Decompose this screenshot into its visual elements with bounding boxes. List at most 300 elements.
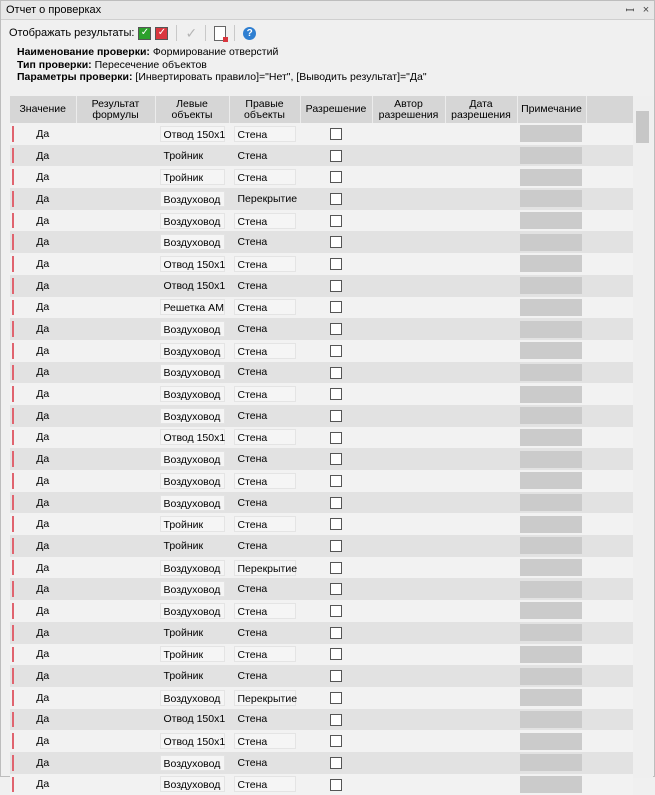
left-object-cell[interactable] — [155, 470, 229, 492]
table-row[interactable] — [10, 166, 633, 188]
right-object-text[interactable]: Стена — [237, 626, 268, 639]
right-object-cell[interactable] — [229, 665, 300, 687]
left-object-text[interactable]: Воздуховод — [160, 776, 225, 792]
note-cell[interactable] — [517, 752, 586, 774]
header-resolution-author[interactable]: Автор разрешения — [372, 96, 445, 123]
left-object-cell[interactable] — [155, 405, 229, 427]
left-object-cell[interactable] — [155, 448, 229, 470]
left-object-cell[interactable] — [155, 492, 229, 514]
right-object-cell[interactable] — [229, 535, 300, 557]
note-field[interactable] — [520, 581, 582, 598]
right-object-text[interactable]: Стена — [234, 516, 296, 532]
resolution-author-cell — [372, 362, 445, 384]
note-field[interactable] — [520, 212, 582, 229]
note-field[interactable] — [520, 169, 582, 186]
note-field[interactable] — [520, 342, 582, 359]
right-object-cell[interactable] — [229, 752, 300, 774]
left-object-text[interactable]: Воздуховод — [160, 213, 225, 229]
note-cell[interactable] — [517, 730, 586, 752]
left-object-text[interactable]: Тройник — [160, 169, 225, 185]
right-object-text[interactable]: Стена — [237, 366, 268, 379]
left-object-text[interactable]: Воздуховод — [160, 690, 225, 706]
formula-result-cell — [76, 709, 155, 731]
table-row[interactable] — [10, 578, 633, 600]
table-row[interactable] — [10, 600, 633, 622]
table-row[interactable] — [10, 535, 633, 557]
right-object-text[interactable]: Стена — [234, 169, 296, 185]
left-object-cell[interactable] — [155, 709, 229, 731]
right-object-text[interactable]: Стена — [234, 473, 296, 489]
right-object-text[interactable]: Стена — [234, 603, 296, 619]
note-cell[interactable] — [517, 600, 586, 622]
note-cell[interactable] — [517, 557, 586, 579]
table-row[interactable] — [10, 188, 633, 210]
formula-result-cell — [76, 123, 155, 145]
note-cell[interactable] — [517, 687, 586, 709]
resolution-date-cell — [445, 362, 517, 384]
right-object-cell[interactable] — [229, 709, 300, 731]
left-object-text[interactable]: Тройник — [160, 516, 225, 532]
right-object-cell[interactable] — [229, 405, 300, 427]
header-resolution[interactable]: Разрешение — [300, 96, 372, 123]
resolution-checkbox[interactable] — [330, 453, 342, 465]
note-field[interactable] — [520, 776, 582, 793]
formula-result-cell — [76, 166, 155, 188]
resolution-author-cell — [372, 383, 445, 405]
left-object-cell[interactable] — [155, 557, 229, 579]
note-cell[interactable] — [517, 253, 586, 275]
right-object-text[interactable]: Стена — [237, 583, 268, 596]
right-object-text[interactable]: Стена — [237, 496, 268, 509]
left-object-text[interactable]: Отвод 150х1 — [160, 429, 225, 445]
resolution-author-cell — [372, 470, 445, 492]
resolution-checkbox[interactable] — [330, 518, 342, 530]
left-object-cell[interactable] — [155, 427, 229, 449]
table-row[interactable] — [10, 427, 633, 449]
note-field[interactable] — [520, 147, 582, 164]
right-object-cell[interactable] — [229, 297, 300, 319]
note-cell[interactable] — [517, 535, 586, 557]
note-cell[interactable] — [517, 297, 586, 319]
table-row[interactable] — [10, 383, 633, 405]
resolution-cell — [300, 752, 372, 774]
resolution-checkbox[interactable] — [330, 540, 342, 552]
note-field[interactable] — [520, 754, 582, 771]
right-object-cell[interactable] — [229, 231, 300, 253]
right-object-cell[interactable] — [229, 622, 300, 644]
left-object-text[interactable]: Тройник — [163, 670, 204, 683]
right-object-cell[interactable] — [229, 253, 300, 275]
left-object-text[interactable]: Отвод 150х1 — [160, 256, 225, 272]
value-text: Да — [36, 626, 50, 639]
note-field[interactable] — [520, 711, 582, 728]
right-object-text[interactable]: Стена — [234, 343, 296, 359]
right-object-cell[interactable] — [229, 448, 300, 470]
table-row[interactable] — [10, 145, 633, 167]
scrollbar-thumb[interactable] — [636, 111, 649, 143]
header-note[interactable]: Примечание — [517, 96, 586, 123]
left-object-cell[interactable] — [155, 340, 229, 362]
note-cell[interactable] — [517, 513, 586, 535]
left-object-text[interactable]: Воздуховод — [160, 581, 225, 597]
resolution-checkbox[interactable] — [330, 258, 342, 270]
note-field[interactable] — [520, 125, 582, 142]
note-field[interactable] — [520, 190, 582, 207]
right-object-text[interactable]: Стена — [237, 409, 268, 422]
resolution-author-cell — [372, 231, 445, 253]
right-object-cell[interactable] — [229, 600, 300, 622]
left-object-cell[interactable] — [155, 231, 229, 253]
table-row[interactable] — [10, 774, 633, 795]
note-cell[interactable] — [517, 340, 586, 362]
resolution-checkbox[interactable] — [330, 670, 342, 682]
right-object-cell[interactable] — [229, 383, 300, 405]
table-row[interactable] — [10, 709, 633, 731]
left-object-cell[interactable] — [155, 145, 229, 167]
resolution-checkbox[interactable] — [330, 648, 342, 660]
left-object-text[interactable]: Тройник — [160, 646, 225, 662]
note-field[interactable] — [520, 472, 582, 489]
note-cell[interactable] — [517, 427, 586, 449]
left-object-text[interactable]: Воздуховод — [160, 386, 225, 402]
export-report-icon[interactable] — [214, 26, 226, 41]
note-field[interactable] — [520, 429, 582, 446]
note-field[interactable] — [520, 255, 582, 272]
right-object-text[interactable]: Стена — [234, 646, 296, 662]
left-object-cell[interactable] — [155, 188, 229, 210]
left-object-text[interactable]: Воздуховод — [160, 343, 225, 359]
resolution-date-cell — [445, 253, 517, 275]
table-row[interactable] — [10, 210, 633, 232]
resolution-checkbox[interactable] — [330, 475, 342, 487]
resolution-author-cell — [372, 297, 445, 319]
right-object-cell[interactable] — [229, 578, 300, 600]
right-object-text[interactable]: Стена — [234, 299, 296, 315]
right-object-text[interactable]: Стена — [234, 386, 296, 402]
left-object-text[interactable]: Отвод 150х1 — [160, 126, 225, 142]
note-field[interactable] — [520, 364, 582, 381]
right-object-cell[interactable] — [229, 318, 300, 340]
right-object-cell[interactable] — [229, 123, 300, 145]
left-object-text[interactable]: Воздуховод — [160, 560, 225, 576]
left-object-text[interactable]: Воздуховод — [160, 321, 225, 337]
resolution-checkbox[interactable] — [330, 562, 342, 574]
right-object-text[interactable]: Перекрытие — [234, 560, 296, 576]
note-cell[interactable] — [517, 622, 586, 644]
resolution-checkbox[interactable] — [330, 757, 342, 769]
resolution-checkbox[interactable] — [330, 171, 342, 183]
note-cell[interactable] — [517, 578, 586, 600]
resolution-cell — [300, 687, 372, 709]
note-field[interactable] — [520, 559, 582, 576]
resolution-cell — [300, 253, 372, 275]
note-field[interactable] — [520, 602, 582, 619]
formula-result-cell — [76, 535, 155, 557]
note-field[interactable] — [520, 668, 582, 685]
vertical-scrollbar[interactable] — [633, 96, 653, 778]
resolution-checkbox[interactable] — [330, 735, 342, 747]
note-cell[interactable] — [517, 166, 586, 188]
left-object-text[interactable]: Отвод 150х1 — [163, 279, 226, 292]
show-passed-checkbox[interactable]: ✓ — [138, 27, 151, 40]
note-field[interactable] — [520, 321, 582, 338]
resolution-checkbox[interactable] — [330, 301, 342, 313]
table-row[interactable] — [10, 275, 633, 297]
show-failed-checkbox[interactable]: ✓ — [155, 27, 168, 40]
help-icon[interactable]: ? — [243, 27, 256, 40]
left-object-text[interactable]: Воздуховод — [160, 234, 225, 250]
right-object-cell[interactable] — [229, 188, 300, 210]
right-object-cell[interactable] — [229, 644, 300, 666]
value-cell — [10, 362, 76, 384]
right-object-text[interactable]: Стена — [237, 539, 268, 552]
formula-result-cell — [76, 448, 155, 470]
right-object-text[interactable]: Стена — [234, 776, 296, 792]
note-field[interactable] — [520, 386, 582, 403]
resolution-checkbox[interactable] — [330, 280, 342, 292]
right-object-cell[interactable] — [229, 210, 300, 232]
resolution-checkbox[interactable] — [330, 410, 342, 422]
left-object-cell[interactable] — [155, 774, 229, 795]
right-object-cell[interactable] — [229, 340, 300, 362]
table-row[interactable] — [10, 340, 633, 362]
formula-result-cell — [76, 600, 155, 622]
resolve-tick-icon[interactable]: ✓ — [185, 24, 198, 41]
table-row[interactable] — [10, 644, 633, 666]
header-resolution-date[interactable]: Дата разрешения — [445, 96, 517, 123]
note-cell[interactable] — [517, 405, 586, 427]
note-field[interactable] — [520, 407, 582, 424]
left-object-cell[interactable] — [155, 275, 229, 297]
left-object-text[interactable]: Тройник — [163, 539, 204, 552]
note-cell[interactable] — [517, 210, 586, 232]
table-row[interactable] — [10, 405, 633, 427]
resolution-checkbox[interactable] — [330, 193, 342, 205]
table-row[interactable] — [10, 513, 633, 535]
left-object-cell[interactable] — [155, 644, 229, 666]
close-icon[interactable]: × — [642, 4, 650, 16]
left-object-text[interactable]: Тройник — [163, 626, 204, 639]
left-object-text[interactable]: Отвод 150х1 — [163, 713, 226, 726]
resolution-checkbox[interactable] — [330, 605, 342, 617]
note-cell[interactable] — [517, 318, 586, 340]
header-right-objects[interactable]: Правые объекты — [229, 96, 300, 123]
right-object-text[interactable]: Перекрытие — [234, 690, 296, 706]
note-cell[interactable] — [517, 383, 586, 405]
right-object-text[interactable]: Перекрытие — [237, 192, 298, 205]
resolution-checkbox[interactable] — [330, 583, 342, 595]
formula-result-cell — [76, 774, 155, 795]
note-field[interactable] — [520, 733, 582, 750]
resolution-checkbox[interactable] — [330, 128, 342, 140]
resolution-checkbox[interactable] — [330, 150, 342, 162]
left-object-cell[interactable] — [155, 665, 229, 687]
left-object-cell[interactable] — [155, 123, 229, 145]
note-field[interactable] — [520, 624, 582, 641]
left-object-cell[interactable] — [155, 297, 229, 319]
note-field[interactable] — [520, 646, 582, 663]
table-row[interactable] — [10, 665, 633, 687]
note-field[interactable] — [520, 494, 582, 511]
formula-result-cell — [76, 253, 155, 275]
left-object-cell[interactable] — [155, 383, 229, 405]
right-object-text[interactable]: Стена — [237, 453, 268, 466]
left-object-cell[interactable] — [155, 362, 229, 384]
resolution-checkbox[interactable] — [330, 323, 342, 335]
right-object-text[interactable]: Стена — [234, 429, 296, 445]
title-bar — [1, 1, 654, 20]
header-value[interactable]: Значение — [10, 96, 76, 123]
note-field[interactable] — [520, 689, 582, 706]
resolution-checkbox[interactable] — [330, 367, 342, 379]
note-cell[interactable] — [517, 188, 586, 210]
table-row[interactable] — [10, 297, 633, 319]
note-cell[interactable] — [517, 231, 586, 253]
right-object-text[interactable]: Стена — [237, 713, 268, 726]
right-object-cell[interactable] — [229, 470, 300, 492]
left-object-cell[interactable] — [155, 253, 229, 275]
right-object-cell[interactable] — [229, 275, 300, 297]
note-field[interactable] — [520, 234, 582, 251]
left-object-text[interactable]: Тройник — [163, 149, 204, 162]
table-row[interactable] — [10, 253, 633, 275]
resolution-checkbox[interactable] — [330, 388, 342, 400]
resolution-checkbox[interactable] — [330, 345, 342, 357]
left-object-cell[interactable] — [155, 687, 229, 709]
left-object-text[interactable]: Решетка АМ — [160, 299, 225, 315]
left-object-text[interactable]: Воздуховод — [160, 755, 225, 771]
resolution-checkbox[interactable] — [330, 714, 342, 726]
left-object-cell[interactable] — [155, 622, 229, 644]
note-cell[interactable] — [517, 665, 586, 687]
left-object-text[interactable]: Отвод 150х1 — [160, 733, 225, 749]
left-object-cell[interactable] — [155, 752, 229, 774]
left-object-cell[interactable] — [155, 600, 229, 622]
right-object-text[interactable]: Стена — [237, 323, 268, 336]
left-object-text[interactable]: Воздуховод — [160, 603, 225, 619]
right-object-text[interactable]: Стена — [234, 733, 296, 749]
right-object-text[interactable]: Стена — [237, 149, 268, 162]
formula-result-cell — [76, 644, 155, 666]
resolution-author-cell — [372, 448, 445, 470]
resolution-checkbox[interactable] — [330, 497, 342, 509]
left-object-cell[interactable] — [155, 210, 229, 232]
resolution-checkbox[interactable] — [330, 236, 342, 248]
left-object-cell[interactable] — [155, 513, 229, 535]
note-cell[interactable] — [517, 362, 586, 384]
right-object-text[interactable]: Стена — [234, 213, 296, 229]
note-cell[interactable] — [517, 709, 586, 731]
note-field[interactable] — [520, 299, 582, 316]
note-cell[interactable] — [517, 448, 586, 470]
right-object-cell[interactable] — [229, 145, 300, 167]
table-row[interactable] — [10, 622, 633, 644]
table-row[interactable] — [10, 687, 633, 709]
resolution-checkbox[interactable] — [330, 779, 342, 791]
filler-cell — [586, 188, 633, 210]
note-cell[interactable] — [517, 123, 586, 145]
left-object-text[interactable]: Воздуховод — [160, 495, 225, 511]
note-cell[interactable] — [517, 470, 586, 492]
table-row[interactable] — [10, 448, 633, 470]
right-object-cell[interactable] — [229, 557, 300, 579]
header-left-objects[interactable]: Левые объекты — [155, 96, 229, 123]
table-row[interactable] — [10, 231, 633, 253]
formula-result-cell — [76, 188, 155, 210]
right-object-text[interactable]: Стена — [237, 279, 268, 292]
right-object-text[interactable]: Стена — [237, 236, 268, 249]
value-text: Да — [36, 735, 50, 748]
table-row[interactable] — [10, 557, 633, 579]
value-cell — [10, 318, 76, 340]
filler-cell — [586, 275, 633, 297]
filler-cell — [586, 448, 633, 470]
right-object-cell[interactable] — [229, 427, 300, 449]
note-cell[interactable] — [517, 145, 586, 167]
note-cell[interactable] — [517, 492, 586, 514]
table-row[interactable] — [10, 362, 633, 384]
right-object-cell[interactable] — [229, 687, 300, 709]
table-row[interactable] — [10, 318, 633, 340]
resolution-cell — [300, 513, 372, 535]
right-object-cell[interactable] — [229, 362, 300, 384]
note-cell[interactable] — [517, 774, 586, 795]
resolution-author-cell — [372, 166, 445, 188]
header-formula-result[interactable]: Результат формулы — [76, 96, 155, 123]
right-object-text[interactable]: Стена — [234, 126, 296, 142]
right-object-cell[interactable] — [229, 730, 300, 752]
pin-icon[interactable]: ꟷ — [625, 4, 635, 17]
left-object-text[interactable]: Воздуховод — [160, 191, 225, 207]
left-object-text[interactable]: Воздуховод — [160, 451, 225, 467]
left-object-text[interactable]: Воздуховод — [160, 408, 225, 424]
note-field[interactable] — [520, 277, 582, 294]
left-object-cell[interactable] — [155, 578, 229, 600]
left-object-text[interactable]: Воздуховод — [160, 473, 225, 489]
filler-cell — [586, 427, 633, 449]
table-row[interactable] — [10, 123, 633, 145]
left-object-cell[interactable] — [155, 730, 229, 752]
table-row[interactable] — [10, 470, 633, 492]
resolution-checkbox[interactable] — [330, 432, 342, 444]
table-row[interactable] — [10, 492, 633, 514]
right-object-cell[interactable] — [229, 166, 300, 188]
resolution-checkbox[interactable] — [330, 692, 342, 704]
resolution-checkbox[interactable] — [330, 215, 342, 227]
value-text: Да — [36, 604, 50, 617]
note-field[interactable] — [520, 537, 582, 554]
left-object-cell[interactable] — [155, 166, 229, 188]
right-object-text[interactable]: Стена — [234, 256, 296, 272]
left-object-text[interactable]: Воздуховод — [160, 364, 225, 380]
note-field[interactable] — [520, 451, 582, 468]
resolution-author-cell — [372, 405, 445, 427]
left-object-cell[interactable] — [155, 535, 229, 557]
resolution-checkbox[interactable] — [330, 627, 342, 639]
right-object-cell[interactable] — [229, 513, 300, 535]
table-row[interactable] — [10, 730, 633, 752]
right-object-cell[interactable] — [229, 774, 300, 795]
right-object-text[interactable]: Стена — [237, 756, 268, 769]
note-cell[interactable] — [517, 275, 586, 297]
right-object-text[interactable]: Стена — [237, 670, 268, 683]
table-row[interactable] — [10, 752, 633, 774]
value-cell — [10, 166, 76, 188]
left-object-cell[interactable] — [155, 318, 229, 340]
note-field[interactable] — [520, 516, 582, 533]
note-cell[interactable] — [517, 644, 586, 666]
right-object-cell[interactable] — [229, 492, 300, 514]
